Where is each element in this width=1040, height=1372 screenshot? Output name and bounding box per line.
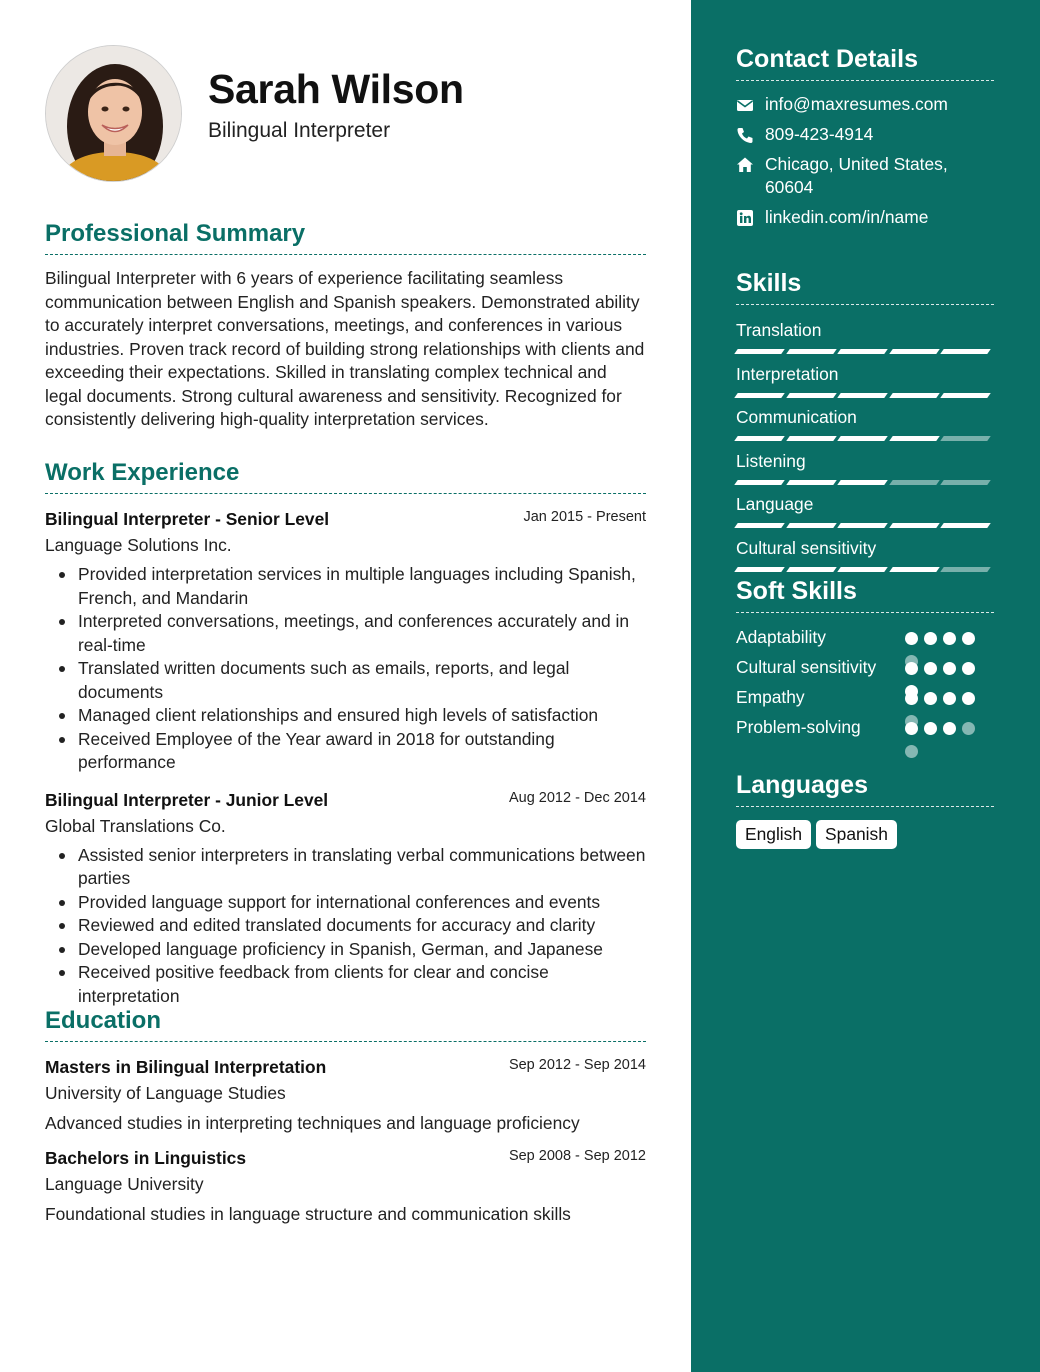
soft-skill-level-dot <box>924 722 937 735</box>
soft-skill-level-dot <box>924 662 937 675</box>
soft-skill-level-dot <box>924 632 937 645</box>
summary-section <box>45 220 646 432</box>
skill-label: Translation <box>736 320 822 340</box>
school-name: University of Language Studies <box>45 1083 286 1103</box>
soft-skill-label: Empathy <box>736 687 805 707</box>
skill-level-meter <box>736 349 994 355</box>
degree-title: Masters in Bilingual Interpretation <box>45 1057 327 1077</box>
language-chip: English <box>736 820 811 849</box>
contact-title: Contact Details <box>736 45 994 81</box>
skill-level-segment <box>941 393 991 398</box>
skill-level-segment <box>786 393 836 398</box>
soft-skill-level-dot <box>962 722 975 735</box>
education-entry <box>45 1148 646 1226</box>
skill-level-segment <box>786 523 836 528</box>
skill-level-segment <box>837 567 887 572</box>
skill-level-segment <box>786 349 836 354</box>
soft-skill-level-dot <box>905 632 918 645</box>
soft-skills-list <box>736 626 994 739</box>
contact-text: linkedin.com/in/name <box>765 207 929 227</box>
resume-sidebar <box>691 0 1040 1372</box>
education-title: Education <box>45 1007 646 1042</box>
education-entry <box>45 1057 646 1135</box>
skill-level-meter <box>736 436 994 442</box>
soft-skill-level-dot <box>962 662 975 675</box>
language-chip: Spanish <box>816 820 897 849</box>
skill-level-segment <box>889 436 939 441</box>
skill-item <box>736 450 994 494</box>
company-name: Language Solutions Inc. <box>45 535 232 555</box>
contact-text: info@maxresumes.com <box>765 94 948 114</box>
job-title: Bilingual Interpreter - Senior Level <box>45 509 330 529</box>
job-entry <box>45 509 646 775</box>
skill-level-segment <box>889 523 939 528</box>
skill-level-segment <box>941 349 991 354</box>
soft-skill-item <box>736 656 994 679</box>
job-title: Bilingual Interpreter - Junior Level <box>45 789 329 810</box>
job-bullets <box>45 563 646 775</box>
soft-skill-level-dot <box>905 745 918 758</box>
skills-section <box>736 269 994 580</box>
summary-text: Bilingual Interpreter with 6 years of experience facilitating seamless communication between English and Spanish speakers. Demonstrated ability to accurately interpret conversations, meetings, and conferences in various industries. Proven track record of building strong relationships with clients and exceeding their expectations. Skilled in translating complex technical and legal documents. Strong cultural awareness and sensitivity. Recognized for consistently delivering high-quality interpretation services. <box>45 268 645 429</box>
list-item: Provided interpretation services in multiple languages including Spanish, French, and Mandarin <box>45 563 646 610</box>
soft-skill-label: Problem-solving <box>736 717 861 737</box>
job-entry <box>45 790 646 1009</box>
skill-level-segment <box>941 567 991 572</box>
job-date: Aug 2012 - Dec 2014 <box>508 789 646 806</box>
degree-title: Bachelors in Linguistics <box>45 1148 247 1168</box>
soft-skill-level-dot <box>924 692 937 705</box>
education-description: Advanced studies in interpreting techniques and language proficiency <box>45 1113 580 1133</box>
skill-level-segment <box>786 436 836 441</box>
soft-skill-item <box>736 626 994 649</box>
job-bullets <box>45 844 646 1009</box>
contact-phone[interactable] <box>736 123 994 146</box>
skill-level-segment <box>734 480 784 485</box>
contact-text: Chicago, United States, 60604 <box>765 154 948 197</box>
list-item: Translated written documents such as emails, reports, and legal documents <box>45 657 646 704</box>
contact-email[interactable] <box>736 93 994 116</box>
soft-skill-label: Adaptability <box>736 627 826 647</box>
skill-label: Interpretation <box>736 363 839 384</box>
skill-label: Cultural sensitivity <box>736 537 877 558</box>
skill-level-segment <box>941 480 991 485</box>
skill-level-segment <box>837 436 887 441</box>
list-item: Received positive feedback from clients for clear and concise interpretation <box>45 961 646 1008</box>
contact-address <box>736 153 994 199</box>
skill-label: Communication <box>736 407 857 427</box>
skill-level-segment <box>786 480 836 485</box>
education-date: Sep 2008 - Sep 2012 <box>508 1148 646 1164</box>
skill-level-segment <box>889 393 939 398</box>
skill-level-segment <box>734 436 784 441</box>
contact-section <box>736 45 994 229</box>
skill-level-segment <box>734 567 784 572</box>
list-item: Reviewed and edited translated documents for accuracy and clarity <box>45 914 646 938</box>
skill-label: Listening <box>736 450 806 471</box>
soft-skill-level-dot <box>962 692 975 705</box>
skill-level-meter <box>736 480 994 486</box>
skill-level-segment <box>889 480 939 485</box>
list-item: Interpreted conversations, meetings, and conferences accurately and in real-time <box>45 610 646 657</box>
contact-text: 809-423-4914 <box>765 124 874 144</box>
experience-section <box>45 459 646 1008</box>
skills-title: Skills <box>736 269 994 305</box>
skill-level-segment <box>889 349 939 354</box>
education-date: Sep 2012 - Sep 2014 <box>508 1057 646 1073</box>
soft-skill-item <box>736 716 994 739</box>
skill-item <box>736 493 994 537</box>
skill-item <box>736 406 994 450</box>
skill-level-segment <box>837 523 887 528</box>
skill-level-segment <box>734 349 784 354</box>
skill-item <box>736 319 994 363</box>
skills-list <box>736 319 994 580</box>
skill-level-meter <box>736 567 994 573</box>
skill-level-segment <box>837 349 887 354</box>
skill-item <box>736 537 994 581</box>
school-name: Language University <box>45 1174 204 1194</box>
soft-skill-level-dot <box>943 692 956 705</box>
soft-skill-level-dot <box>943 722 956 735</box>
skill-level-meter <box>736 393 994 399</box>
phone-icon <box>736 126 754 144</box>
skill-level-segment <box>786 567 836 572</box>
languages-section <box>736 771 994 849</box>
soft-skill-level-meter <box>905 722 983 768</box>
list-item: Developed language proficiency in Spanish, German, and Japanese <box>45 938 646 962</box>
soft-skill-item <box>736 686 994 709</box>
candidate-role: Bilingual Interpreter <box>208 119 391 142</box>
languages-title: Languages <box>736 771 994 807</box>
skill-level-segment <box>889 567 939 572</box>
skill-item <box>736 363 994 407</box>
list-item: Provided language support for international conferences and events <box>45 891 646 915</box>
profile-photo <box>45 45 182 182</box>
soft-skill-level-dot <box>943 662 956 675</box>
list-item: Assisted senior interpreters in translating verbal communications between parties <box>45 844 646 891</box>
job-date: Jan 2015 - Present <box>523 509 646 525</box>
contact-linkedin[interactable] <box>736 206 994 229</box>
skill-level-segment <box>941 436 991 441</box>
education-section <box>45 1007 646 1226</box>
skill-level-segment <box>941 523 991 528</box>
summary-title: Professional Summary <box>45 220 646 255</box>
soft-skill-level-dot <box>905 692 918 705</box>
linkedin-icon <box>736 209 754 227</box>
soft-skills-section <box>736 577 994 746</box>
soft-skill-level-dot <box>905 662 918 675</box>
list-item: Managed client relationships and ensured high levels of satisfaction <box>45 704 646 728</box>
company-name: Global Translations Co. <box>45 815 226 836</box>
languages-list <box>736 820 994 849</box>
skill-label: Language <box>736 494 814 514</box>
skill-level-segment <box>837 480 887 485</box>
skill-level-segment <box>734 523 784 528</box>
soft-skills-title: Soft Skills <box>736 577 994 613</box>
skill-level-meter <box>736 523 994 529</box>
education-description: Foundational studies in language structure and communication skills <box>45 1204 571 1224</box>
soft-skill-label: Cultural sensitivity <box>736 657 877 677</box>
soft-skill-level-dot <box>943 632 956 645</box>
experience-title: Work Experience <box>45 459 646 494</box>
home-icon <box>736 156 754 174</box>
soft-skill-level-dot <box>905 722 918 735</box>
skill-level-segment <box>837 393 887 398</box>
skill-level-segment <box>734 393 784 398</box>
list-item: Received Employee of the Year award in 2018 for outstanding performance <box>45 728 646 775</box>
candidate-name: Sarah Wilson <box>208 66 464 112</box>
email-icon <box>736 96 754 114</box>
soft-skill-level-dot <box>962 632 975 645</box>
